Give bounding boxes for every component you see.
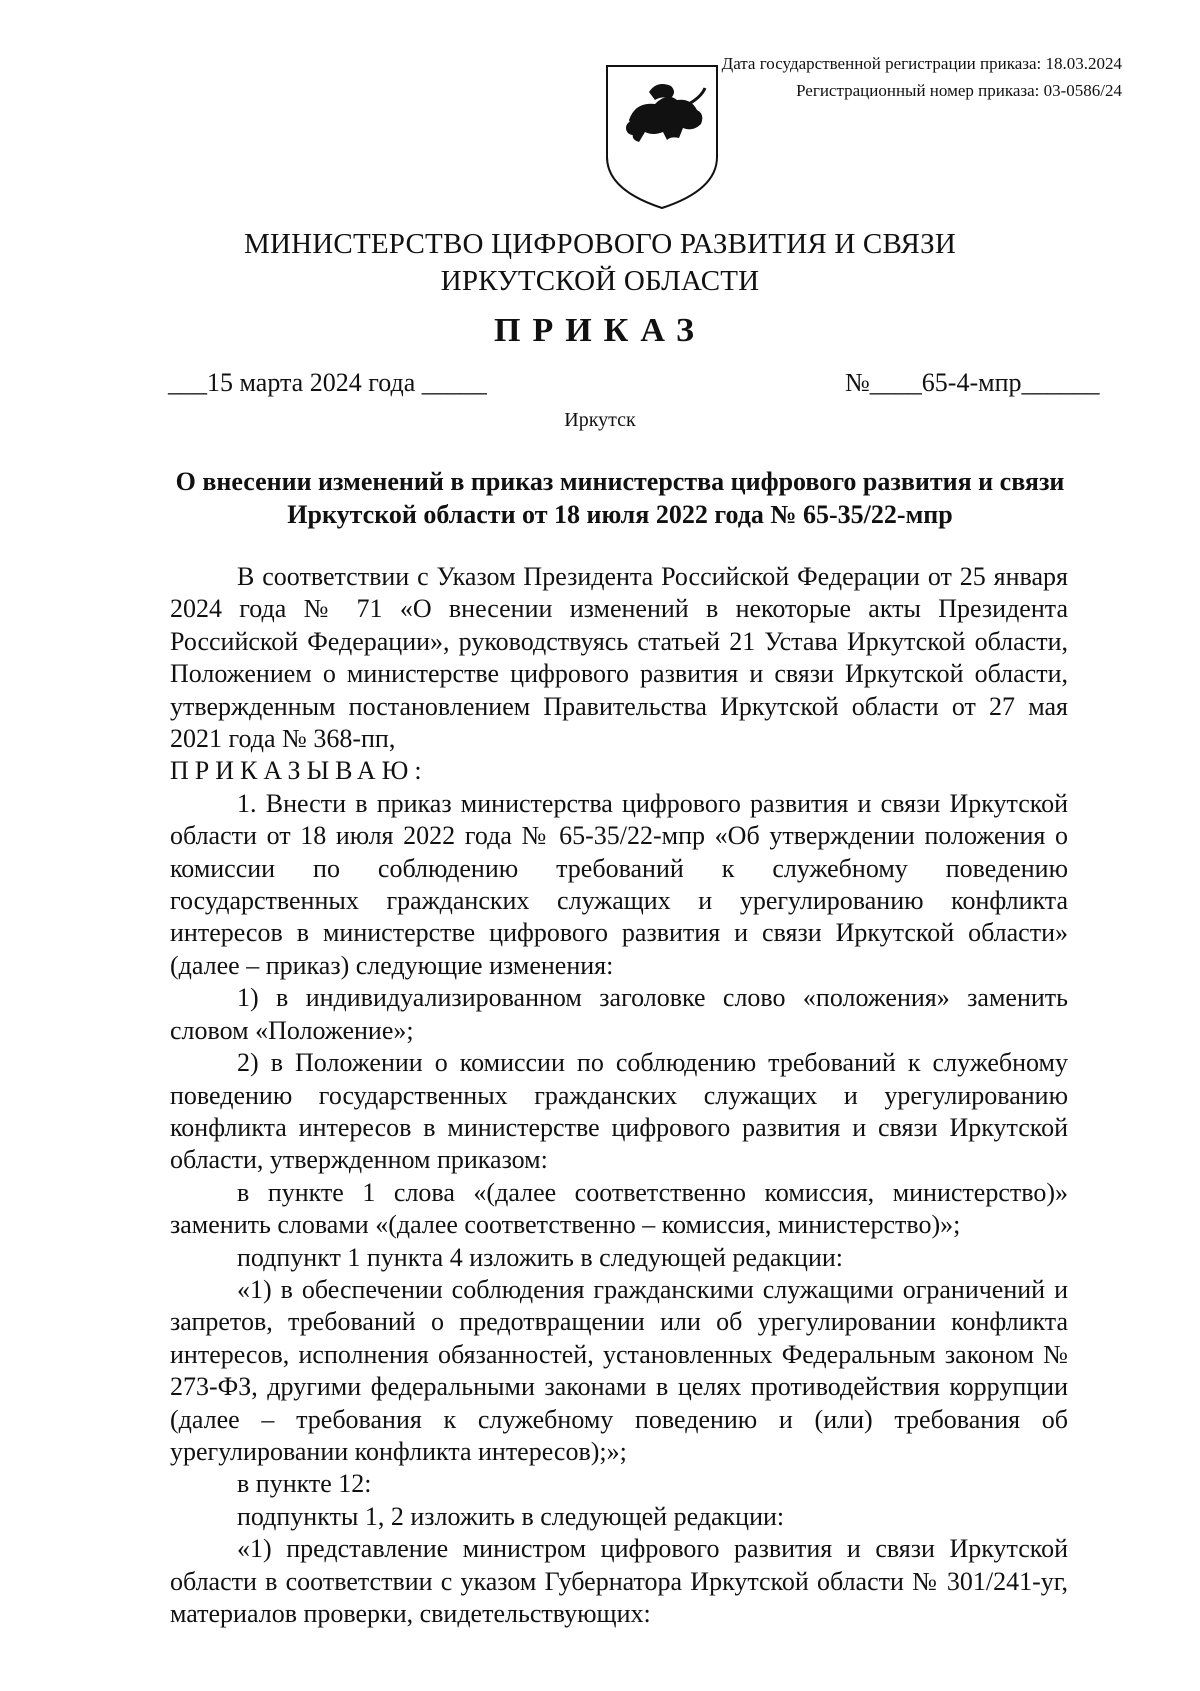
body-paragraph: 1. Внести в приказ министерства цифрового развития и связи Иркутской области от 18 июля 2022 года № 65-35/22-мпр «Об утверждении положения о комиссии по соблюдению требований к служебному поведению государственных гражданских служащих и урегулированию конфликта интересов в министерстве цифрового развития и связи Иркутской области» (далее – приказ) следующие изменения: — [170, 788, 1068, 980]
body-paragraph: 2) в Положении о комиссии по соблюдению требований к служебному поведению государственных гражданских служащих и урегулированию конфликта интересов в министерстве цифрового развития и связи Иркутской области, утвержденном приказом: — [170, 1048, 1068, 1175]
order-date: ___15 марта 2024 года _____ — [168, 368, 487, 397]
body-paragraph: 1) в индивидуализированном заголовке слово «положения» заменить словом «Положение»; — [170, 983, 1068, 1045]
document-type: ПРИКАЗ — [494, 312, 706, 349]
body-paragraph: подпункты 1, 2 изложить в следующей редакции: — [237, 1501, 785, 1531]
body-paragraph: «1) в обеспечении соблюдения гражданскими служащими ограничений и запретов, требований о предотвращении или об урегулировании конфликта интересов, исполнения обязанностей, установленных Федеральным законом № 273-ФЗ, другими федеральными законами в целях противодействия коррупции (далее – требования к служебному поведению и (или) требования об урегулировании конфликта интересов);»; — [170, 1274, 1068, 1466]
ministry-line-1: МИНИСТЕРСТВО ЦИФРОВОГО РАЗВИТИЯ И СВЯЗИ — [244, 228, 956, 260]
order-title — [170, 465, 1070, 531]
body-paragraph: в пункте 1 слова «(далее соответственно комиссия, министерство)» заменить словами «(далее соответственно – комиссия, министерство)»; — [170, 1177, 1068, 1240]
ministry-name — [0, 226, 1200, 300]
coat-of-arms-icon — [605, 62, 719, 212]
order-title-line-1: О внесении изменений в приказ министерства цифрового развития и связи — [175, 467, 1065, 496]
registration-number: Регистрационный номер приказа: 03-0586/24 — [796, 81, 1122, 100]
body-paragraph: подпункт 1 пункта 4 изложить в следующей редакции: — [237, 1242, 843, 1272]
order-number: №____65-4-мпр______ — [845, 368, 1100, 397]
registration-date: Дата государственной регистрации приказа: 18.03.2024 — [721, 54, 1122, 73]
order-body — [170, 561, 1068, 1630]
body-paragraph: «1) представление министром цифрового развития и связи Иркутской области в соответствии с указом Губернатора Иркутской области № 301/241-уг, материалов проверки, свидетельствующих: — [170, 1534, 1068, 1628]
order-city: Иркутск — [564, 409, 636, 431]
order-directive: ПРИКАЗЫВАЮ: — [170, 756, 428, 786]
order-title-line-2: Иркутской области от 18 июля 2022 года № 65-35/22-мпр — [287, 500, 953, 529]
ministry-line-2: ИРКУТСКОЙ ОБЛАСТИ — [440, 265, 760, 297]
body-paragraph: в пункте 12: — [237, 1469, 372, 1499]
registration-stamp — [722, 50, 1122, 104]
preamble-paragraph: В соответствии с Указом Президента Российской Федерации от 25 января 2024 года № 71 «О внесении изменений в некоторые акты Президента Российской Федерации», руководствуясь статьей 21 Устава Иркутской области, Положением о министерстве цифрового развития и связи Иркутской области, утвержденным постановлением Правительства Иркутской области от 27 мая 2021 года № 368-пп, — [170, 562, 1068, 754]
